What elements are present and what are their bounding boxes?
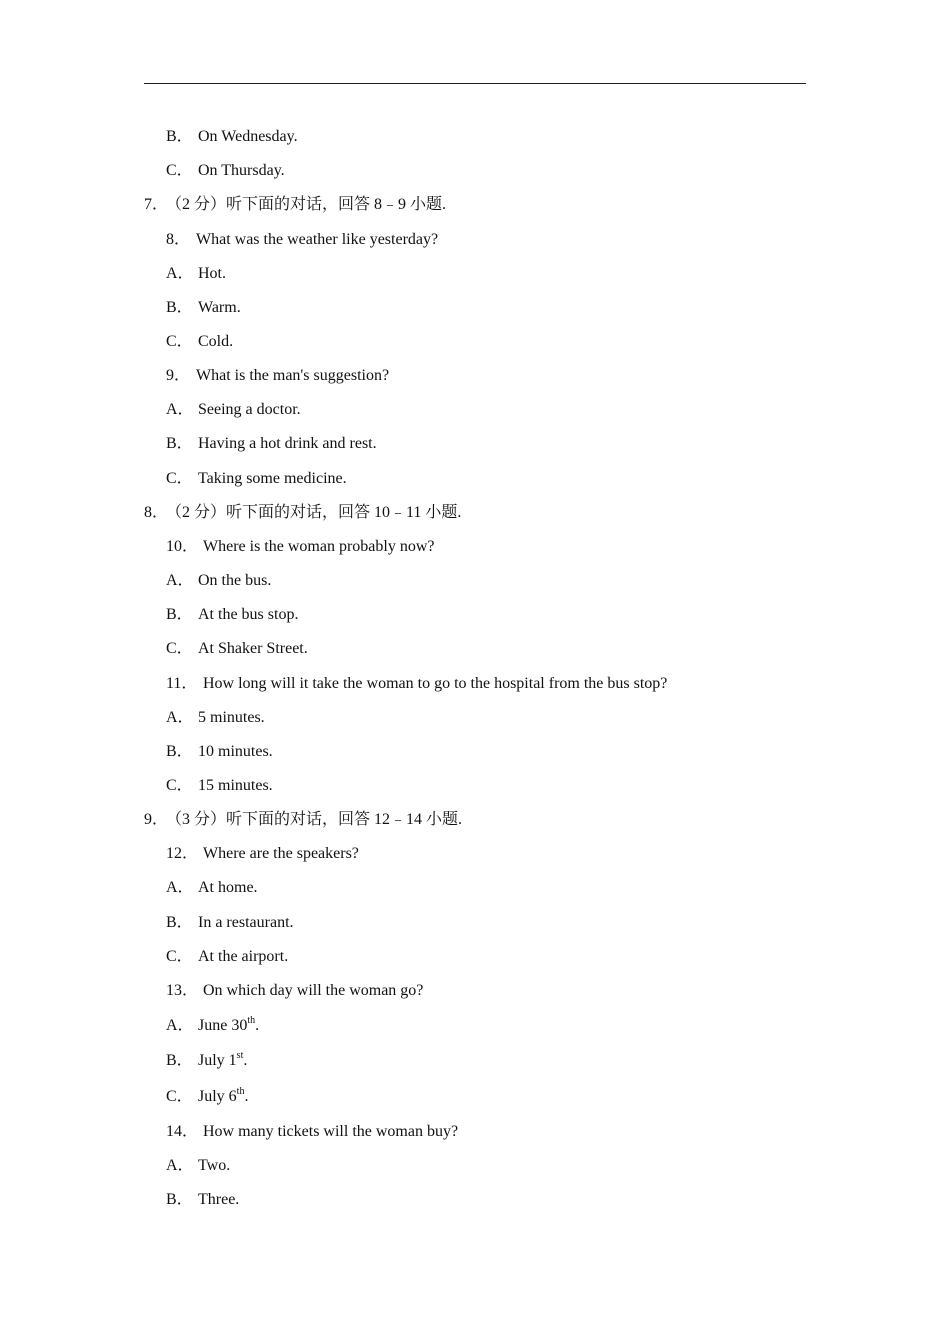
option-line: C． At the airport. xyxy=(166,948,289,965)
option-line: B． 10 minutes. xyxy=(166,743,273,760)
sub-question: 9． What is the man's suggestion? xyxy=(166,367,390,384)
sub-question: 8． What was the weather like yesterday? xyxy=(166,231,439,248)
option-line: C． Cold. xyxy=(166,333,234,350)
option-line: C． At Shaker Street. xyxy=(166,640,308,657)
question-heading: 9．（3 分）听下面的对话，回答 12﹣14 小题. xyxy=(144,811,463,828)
option-line: A． At home. xyxy=(166,879,258,896)
option-line: B． Three. xyxy=(166,1191,240,1208)
option-line: B． On Wednesday. xyxy=(166,128,298,145)
option-line: B． At the bus stop. xyxy=(166,606,299,623)
sub-question: 14． How many tickets will the woman buy? xyxy=(166,1123,459,1140)
option-line: A． Two. xyxy=(166,1157,231,1174)
option-line: C． On Thursday. xyxy=(166,162,285,179)
option-line: B． Warm. xyxy=(166,299,241,316)
header-rule xyxy=(144,83,806,84)
option-line: B． Having a hot drink and rest. xyxy=(166,435,377,452)
option-line: C． July 6th. xyxy=(166,1085,249,1105)
option-line: B． July 1st. xyxy=(166,1049,248,1069)
option-line: C． Taking some medicine. xyxy=(166,470,347,487)
sub-question: 11． How long will it take the woman to go to the hospital from the bus stop? xyxy=(166,675,668,692)
option-line: A． Hot. xyxy=(166,265,226,282)
question-heading: 7．（2 分）听下面的对话，回答 8﹣9 小题. xyxy=(144,196,447,213)
question-heading: 8．（2 分）听下面的对话，回答 10﹣11 小题. xyxy=(144,504,462,521)
option-line: B． In a restaurant. xyxy=(166,914,294,931)
sub-question: 12． Where are the speakers? xyxy=(166,845,359,862)
option-line: C． 15 minutes. xyxy=(166,777,273,794)
sub-question: 10． Where is the woman probably now? xyxy=(166,538,435,555)
option-line: A． 5 minutes. xyxy=(166,709,265,726)
option-line: A． June 30th. xyxy=(166,1014,260,1034)
sub-question: 13． On which day will the woman go? xyxy=(166,982,424,999)
option-line: A． On the bus. xyxy=(166,572,272,589)
option-line: A． Seeing a doctor. xyxy=(166,401,301,418)
